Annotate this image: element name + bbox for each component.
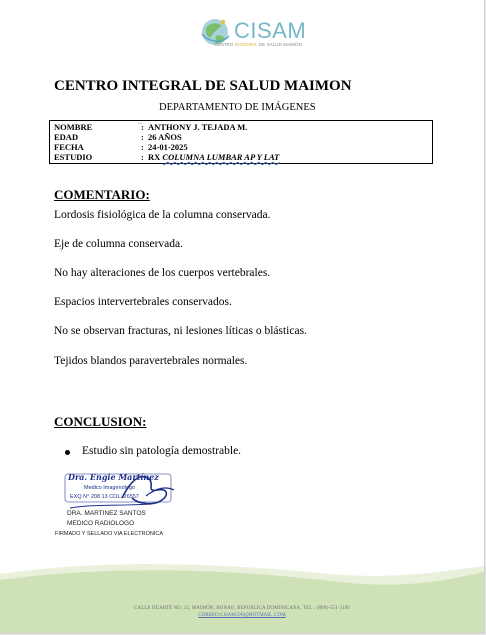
spellcheck-mark: ~ [138, 120, 142, 128]
department-title: DEPARTAMENTO DE IMÁGENES [159, 102, 316, 113]
doctor-name: DRA. MARTINEZ SANTOS [67, 510, 146, 517]
logo-text: CISAM [234, 18, 307, 43]
comment-line: Tejidos blandos paravertebrales normales. [54, 355, 248, 367]
footer-wave-background [0, 560, 484, 633]
doctor-stamp: Dra. Engie Martínez Medico Imagenólogo EXQ N° 208 13 COL. 26557 [68, 472, 159, 500]
logo-subtitle: CENTRO INTEGRAL DE SALUD MAIMON [214, 42, 302, 47]
footer-address: CALLE DUARTE NO. 33, MAIMÓN, BONAO, REPUBLICA DOMINICANA, TEL.: (809)-551-3196 [134, 606, 350, 611]
footer-email: CORREO:CISAM.DO@HOTMAIL .COM [198, 613, 286, 618]
doctor-title: MEDICO RADIOLOGO [67, 520, 135, 527]
comment-line: Espacios intervertebrales conservados. [54, 296, 232, 308]
comment-line: No hay alteraciones de los cuerpos vertebrales. [54, 267, 271, 279]
cisam-logo [188, 12, 308, 54]
bullet-icon [65, 450, 70, 455]
patient-info-box: NOMBRE ~ : ANTHONY J. TEJADA M. EDAD : 26 AÑOS FECHA : 24-01-2025 ESTUDIO : RX COLUMNA LUMBAR AP Y LAT [49, 120, 433, 164]
comment-line: Lordosis fisiológica de la columna conservada. [54, 209, 271, 221]
document-page: CISAM CENTRO INTEGRAL DE SALUD MAIMON CENTRO INTEGRAL DE SALUD MAIMON DEPARTAMENTO DE IMÁGENES NOMBRE ~ : ANTHONY J. TEJADA M. EDAD : 26 AÑOS FECHA : 24-01-2025 ESTUDIO : RX COLUMNA LUMBAR AP Y LAT COMENTARIO: Lordosis fisiológica de la columna conservada. Eje de columna conservada. No hay alteraciones de los cuerpos vertebrales. Espacios intervertebrales conservados. No se observan fracturas, ni lesiones líticas o blásticas. Tejidos blandos paravertebrales normales. CONCLUSION: Estudio sin patología demostrable. Dra. Engie Martínez Medico Imagenólogo EXQ N° 208 13 COL. 26557 DRA. MARTINEZ SANTOS MEDICO RADIOLOGO FIRMADO Y SELLADO VIA ELECTRONICA CALLE DUARTE NO. 33, MAIMÓN, BONAO, REPUBLICA DOMINICANA, TEL.: (809)-551-3196 CORREO:CISAM.DO@HOTMAIL .COM [0, 0, 485, 634]
signature-note: FIRMADO Y SELLADO VIA ELECTRONICA [55, 531, 163, 537]
conclusion-title: CONCLUSION: [54, 414, 147, 429]
page-title: CENTRO INTEGRAL DE SALUD MAIMON [54, 78, 352, 94]
comment-line: Eje de columna conservada. [54, 238, 183, 250]
comment-line: No se observan fracturas, ni lesiones líticas o blásticas. [54, 325, 307, 337]
comment-title: COMENTARIO: [54, 187, 150, 202]
